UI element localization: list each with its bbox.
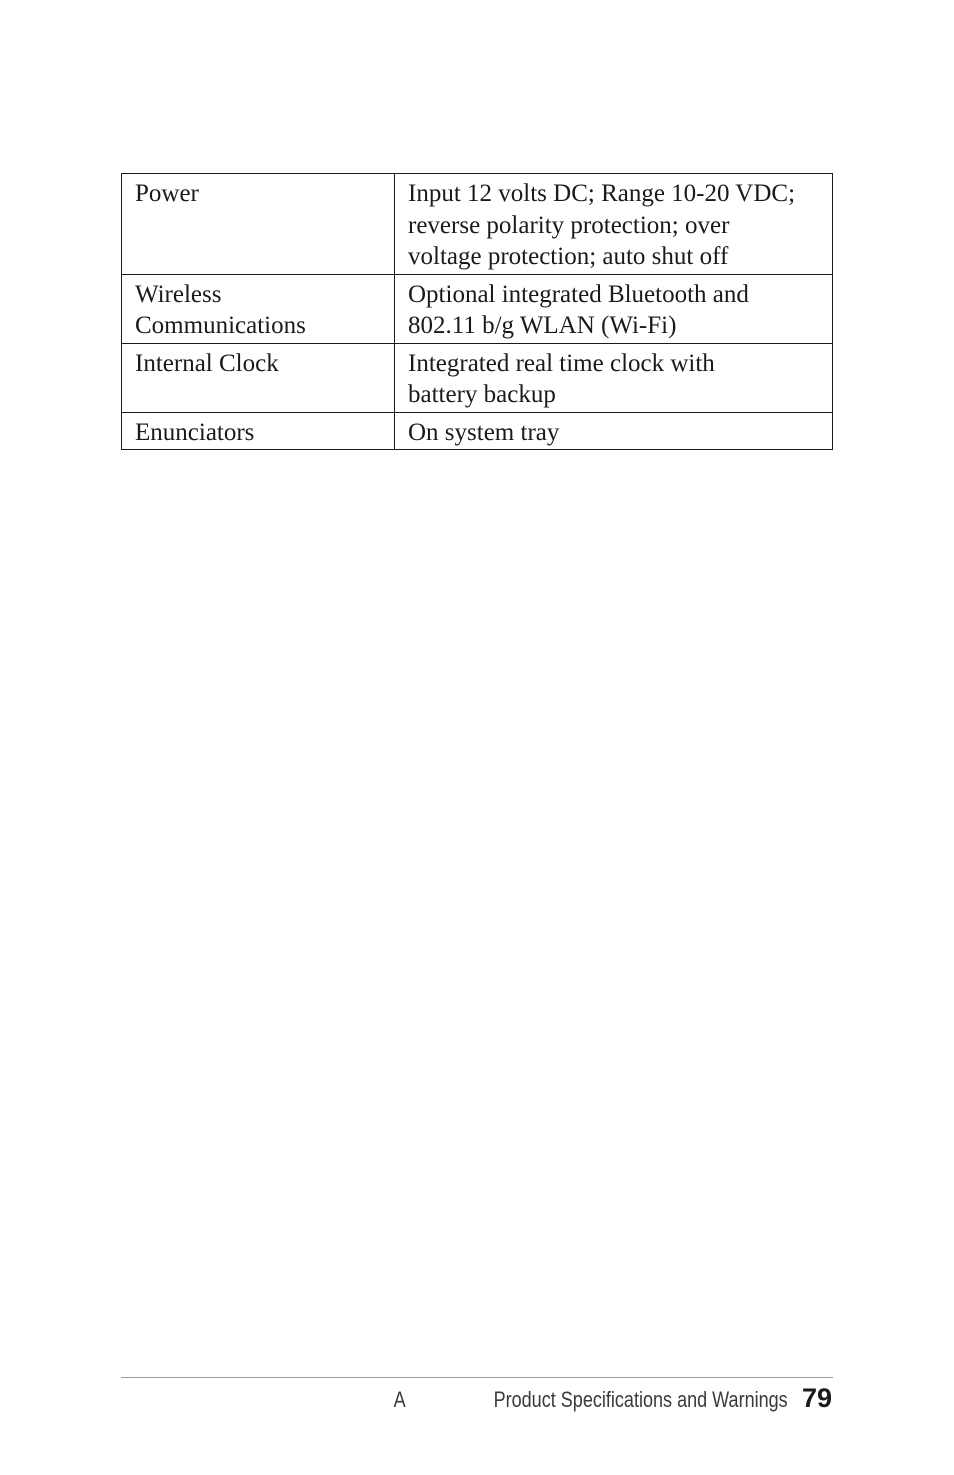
spec-value-line: battery backup [408, 381, 556, 408]
spec-value-line: Integrated real time clock with [408, 349, 715, 377]
footer-divider [121, 1377, 833, 1378]
spec-value [395, 343, 833, 412]
table-row [122, 274, 833, 343]
spec-value [395, 274, 833, 343]
spec-value-line: voltage protection; auto shut off [408, 243, 729, 270]
spec-label [122, 343, 395, 412]
spec-value-line: 802.11 b/g WLAN (Wi-Fi) [408, 312, 677, 339]
spec-value [395, 174, 833, 275]
spec-label-text: Internal Clock [135, 349, 279, 377]
appendix-letter: A [393, 1387, 406, 1412]
page-footer [391, 1383, 832, 1414]
spec-label [122, 412, 395, 450]
spec-label-line: Communications [135, 312, 306, 339]
spec-label [122, 174, 395, 275]
spec-value-line: Input 12 volts DC; Range 10-20 VDC; [408, 180, 796, 207]
spec-label-text: Power [135, 180, 199, 207]
section-title: Product Specifications and Warnings [493, 1387, 788, 1412]
spec-value [395, 412, 833, 450]
page-number: 79 [801, 1383, 832, 1413]
table-row [122, 343, 833, 412]
spec-label-line: Wireless [135, 280, 222, 308]
spec-value-line: On system tray [408, 418, 560, 446]
spec-value-line: reverse polarity protection; over [408, 211, 730, 239]
table-row [122, 412, 833, 450]
table-row [122, 174, 833, 275]
spec-label-text: Enunciators [135, 418, 255, 446]
spec-value-line: Optional integrated Bluetooth and [408, 280, 749, 308]
spec-table [121, 173, 833, 450]
spec-label [122, 274, 395, 343]
